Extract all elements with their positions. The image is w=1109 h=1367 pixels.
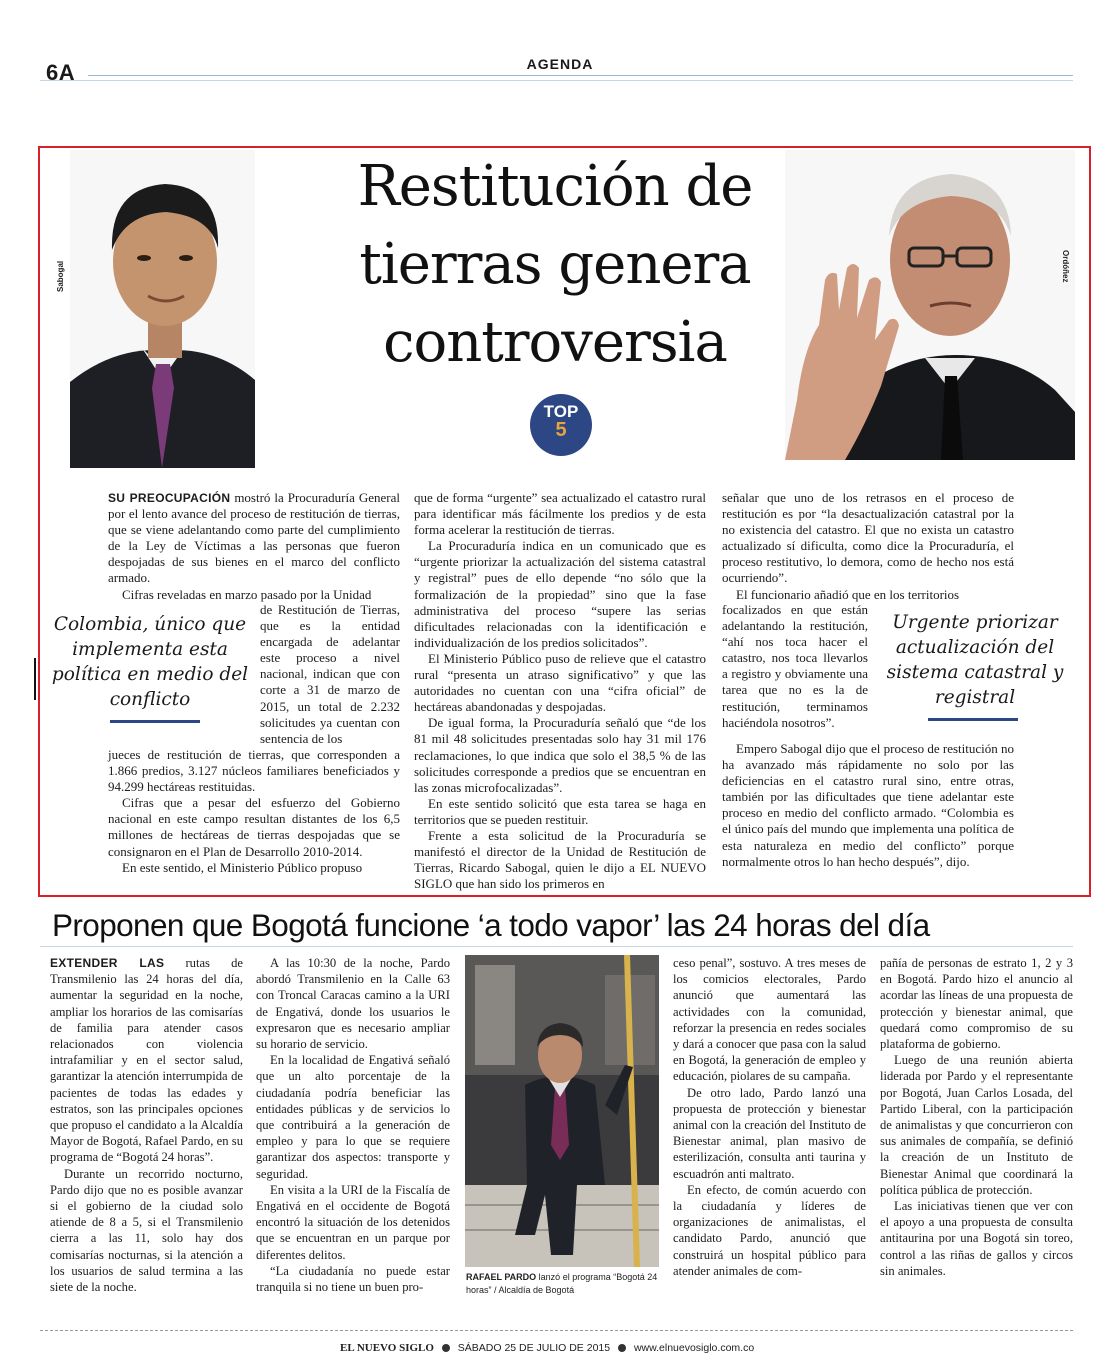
story1-column-1-wrap <box>260 602 400 747</box>
caption-name: RAFAEL PARDO <box>466 1272 537 1282</box>
story2-paragraph: A las 10:30 de la noche, Pardo abordó Transmilenio en la Calle 63 con Troncal Caracas camino a la URI de Engativá, donde los usuarios le expresaron que es necesario ampliar su horario de servicio. <box>256 956 450 1052</box>
header-rule <box>88 75 1073 76</box>
story2-paragraph: EXTENDER LAS rutas de Transmilenio las 24 horas del día, aumentar la seguridad en la noche, ampliar los horarios de las comisarías de familia para atender casos relacionados con violencia intrafamiliar y en el sector salud, garantizar la atención interrumpida de pacientes de todas las edades y estratos, son las principales opciones que propuso el candidato a la Alcaldía Mayor de Bogotá, Rafael Pardo, en su programa de “Bogotá 24 horas”. <box>50 956 243 1165</box>
story2-paragraph: De otro lado, Pardo lanzó una propuesta de protección y bienestar animal con la creación del Instituto de Bienestar animal, plan masivo de esterilización, consulta anti taurina y escuadrón anti maltrato. <box>673 1085 866 1181</box>
photo-credit-ordonez: Ordóñez <box>1061 250 1070 283</box>
story1-column-3-wrap <box>722 602 868 731</box>
story1-paragraph: jueces de restitución de tierras, que corresponden a 1.866 predios, 3.127 núcleos familiares beneficiados y 94.299 hectáreas restituidas. <box>108 747 400 795</box>
story2-rule <box>40 946 1073 947</box>
footer-rule <box>40 1330 1073 1331</box>
header-rule-secondary <box>40 80 1073 81</box>
story2-column-3 <box>673 955 866 1279</box>
story2-headline: Proponen que Bogotá funcione ‘a todo vapor’ las 24 horas del día <box>52 907 930 943</box>
story2-paragraph: Las iniciativas tienen que ver con el apoyo a una propuesta de consulta antitaurina por una Bogotá sin toreo, control a las riñas de gallos y circos sin animales. <box>880 1199 1073 1278</box>
story2-paragraph: En efecto, de común acuerdo con la ciudadanía y líderes de organizaciones de animalistas, el candidato Pardo, anunció que construirá un hospital público para atender animales de com- <box>673 1182 866 1278</box>
story2-paragraph: En visita a la URI de la Fiscalía de Engativá en el occidente de Bogotá encontró la situación de los detenidos que se encuentran en un parque por diferentes delitos. <box>256 1182 450 1262</box>
story1-paragraph: En este sentido solicitó que esta tarea se haga en territorios que se pueden restituir. <box>414 795 706 827</box>
pull-quote-rule <box>928 718 1018 721</box>
story1-column-1-cont <box>108 747 400 876</box>
story1-paragraph: focalizados en que están adelantando la restitución, “ahí nos toca hacer el catastro, nos toca llevarlos a registro y obviamente una tarea que no es la de restitución, terminamos haciéndola nosotros”. <box>722 602 868 730</box>
pull-quote-rule <box>110 720 200 723</box>
footer-bullet <box>618 1344 626 1352</box>
story2-paragraph: Durante un recorrido nocturno, Pardo dijo que no es posible avanzar si el gobierno de la ciudad solo atiende de 8 a 5, si el Transmilenio cierra a las 11, solo hay dos comisarías nocturnas, si la atención a los usuarios de salud termina a las siete de la noche. <box>50 1166 243 1295</box>
pull-quote-right: Urgente priorizar actualización del sistema catastral y registral <box>886 612 1064 708</box>
pull-quote-left: Colombia, único que implementa esta política en medio del conflicto <box>51 614 249 710</box>
story1-paragraph: de Restitución de Tierras, que es la entidad encargada de adelantar este proceso a nivel nacional, indican que con corte a 31 de marzo de 2015, un total de 2.232 solicitudes ya cuentan con sentencia de los <box>260 602 400 746</box>
story2-column-4 <box>880 955 1073 1279</box>
story1-paragraph: Empero Sabogal dijo que el proceso de restitución no ha avanzado más rápidamente no solo por las deficiencias en el catastro rural sino, entre otras, también por las dificultades que tiene adelantar este proceso en medio del conflicto armado. “Colombia es el único país del mundo que implementa una política de esta naturaleza en medio del conflicto” porque normalmente otros lo han hecho después”, dijo. <box>722 741 1014 869</box>
margin-mark <box>34 658 36 700</box>
story1-paragraph: SU PREOCUPACIÓN mostró la Procuraduría General por el lento avance del proceso de restitución de tierras, que se viene adelantando como parte del cumplimiento de la Ley de Víctimas a las personas que fueron despojadas de sus bienes en el marco del conflicto armado. <box>108 490 400 586</box>
story2-paragraph: En la localidad de Engativá señaló que un alto porcentaje de la ciudadanía podría beneficiar las entidades públicas y de servicios lo que contribuirá a la generación de empleo y para lo que se requiere garantizar dos aspectos: transporte y seguridad. <box>256 1053 450 1181</box>
story1-headline: Restitución de tierras genera controversia <box>357 154 753 375</box>
story1-column-1 <box>108 490 400 603</box>
story2-column-2 <box>256 955 450 1295</box>
story2-paragraph: pañía de personas de estrato 1, 2 y 3 en Bogotá. Pardo hizo el anuncio al acordar las líneas de una propuesta de protección y bienestar animal, que quedará como compromiso de su plataforma de gobierno. <box>880 956 1073 1052</box>
story1-paragraph: De igual forma, la Procuraduría señaló que “de los 81 mil 48 solicitudes presentadas solo hay 31 mil 176 reclamaciones, lo que indica que solo el 38,5 % de las solicitudes corresponde a predios que se encuentran en las zonas microfocalizadas”. <box>414 715 706 795</box>
photo-sabogal <box>70 150 255 468</box>
top5-badge <box>530 394 592 456</box>
page-number: 6A <box>46 60 76 85</box>
story1-paragraph: En este sentido, el Ministerio Público propuso <box>122 859 363 875</box>
story1-paragraph: El funcionario añadió que en los territorios <box>736 586 960 602</box>
page-footer <box>340 1342 800 1354</box>
story1-column-3 <box>722 490 1014 603</box>
story1-paragraph: Cifras que a pesar del esfuerzo del Gobierno nacional en este campo resultan distantes de los 6,5 millones de hectáreas de tierras despojadas que se consignaron en el Plan de Desarrollo 2010-2014. <box>108 795 400 859</box>
section-label: AGENDA <box>526 56 594 72</box>
story1-paragraph: que de forma “urgente” sea actualizado el catastro rural para identificar más fácilmente los predios y de esta forma acelerar la restitución de tierras. <box>414 490 706 538</box>
footer-bullet <box>442 1344 450 1352</box>
story1-column-3-cont <box>722 741 1014 870</box>
photo-rafael-pardo <box>465 955 659 1267</box>
photo-caption: RAFAEL PARDO lanzó el programa “Bogotá 24 horas” / Alcaldía de Bogotá <box>466 1272 658 1295</box>
badge-number: 5 <box>555 419 567 441</box>
story2-paragraph: ceso penal”, sostuvo. A tres meses de los comicios electorales, Pardo anunció que aumentará las actividades con la comunidad, reforzar la presencia en redes sociales y dará a conocer que pasa con la salud en Bogotá, la generación de empleo y educación, piolares de su campaña. <box>673 956 867 1084</box>
photo-ordonez <box>785 150 1075 460</box>
story1-paragraph: La Procuraduría indica en un comunicado que es “urgente priorizar la actualización del sistema catastral y registral” pues de ello depende “no sólo que la formalización de la propiedad” sino que la fase administrativa del proceso “supere las serias dificultades relacionadas con la identificación e individualización de los predios solicitados”. <box>414 538 706 650</box>
lead-in: SU PREOCUPACIÓN <box>108 491 231 505</box>
story1-paragraph: señalar que uno de los retrasos en el proceso de restitución es por “la desactualización catastral por la no existencia del catastro. El que no exista un catastro actualizado sí dificulta, como dice la Procuraduría, el proceso restitutivo, lo demora, como de hecho nos está ocurriendo”. <box>722 490 1014 586</box>
story2-paragraph: “La ciudadanía no puede estar tranquila si no tiene un buen pro- <box>256 1263 450 1295</box>
badge-label: TOP <box>543 402 579 421</box>
story1-paragraph: Frente a esta solicitud de la Procuraduría se manifestó el director de la Unidad de Restitución de Tierras, Ricardo Sabogal, quien le dijo a EL NUEVO SIGLO que han sido los primeros en <box>414 827 706 892</box>
story1-paragraph: El Ministerio Público puso de relieve que el catastro rural “presenta un atraso significativo” y que las autoridades no cuentan con una “cifra oficial” de hectáreas abandonadas y despojadas. <box>414 650 706 715</box>
lead-in: EXTENDER LAS <box>50 956 165 970</box>
story2-column-1 <box>50 955 243 1295</box>
photo-credit-sabogal: Sabogal <box>56 260 65 292</box>
story1-column-2 <box>414 490 706 892</box>
footer-url[interactable]: www.elnuevosiglo.com.co <box>633 1342 755 1354</box>
story2-paragraph: Luego de una reunión abierta liderada por Pardo y el representante por Bogotá, Juan Carlos Losada, del Partido Liberal, con la participación de animalistas y que concurrieron con sus animales de compañía, se definió la creación de un Instituto de Bienestar Animal que coordinará la política pública de protección. <box>880 1053 1073 1197</box>
story1-paragraph: Cifras reveladas en marzo pasado por la Unidad <box>122 586 372 602</box>
footer-date: SÁBADO 25 DE JULIO DE 2015 <box>457 1342 611 1354</box>
footer-brand: EL NUEVO SIGLO <box>340 1342 434 1354</box>
